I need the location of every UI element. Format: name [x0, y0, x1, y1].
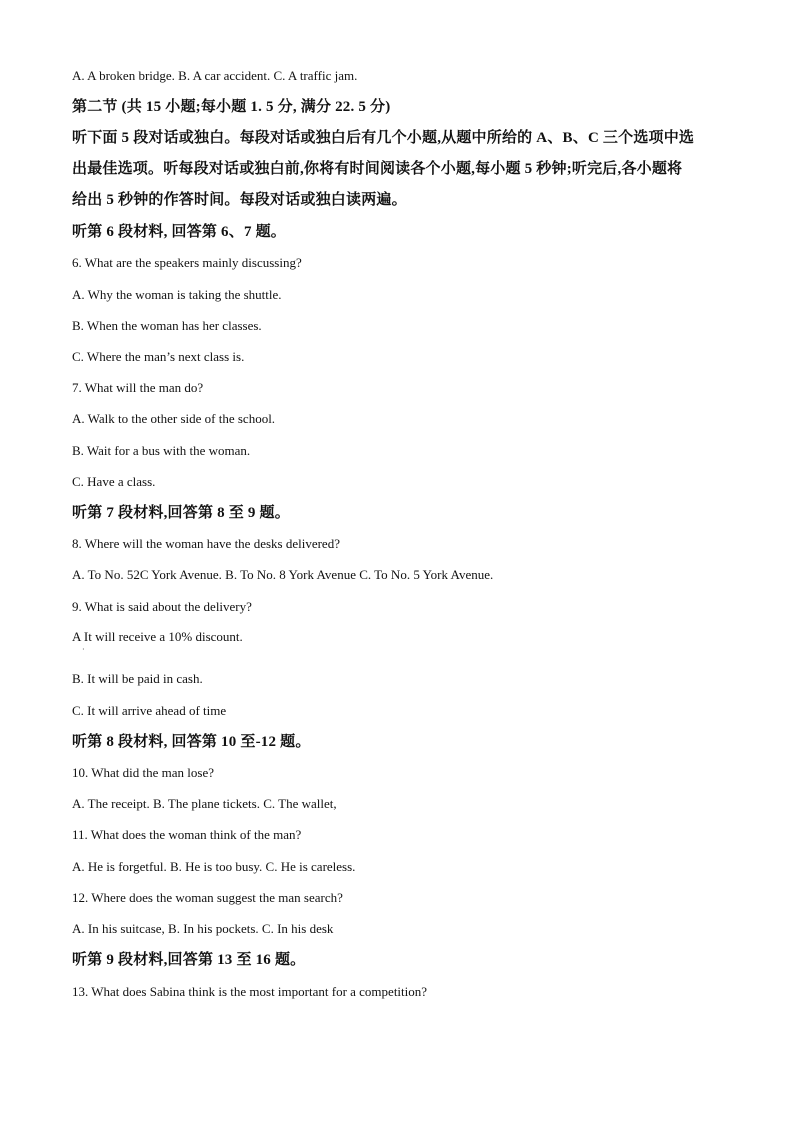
- question-6: 6. What are the speakers mainly discussing?: [72, 255, 302, 270]
- passage-6-heading: 听第 6 段材料, 回答第 6、7 题。: [72, 224, 287, 240]
- section-heading: 第二节 (共 15 小题;每小题 1. 5 分, 满分 22. 5 分): [72, 99, 391, 115]
- question-11: 11. What does the woman think of the man?: [72, 827, 302, 842]
- q9-option-b: B. It will be paid in cash.: [72, 671, 203, 686]
- question-7: 7. What will the man do?: [72, 380, 204, 395]
- passage-7-heading: 听第 7 段材料,回答第 8 至 9 题。: [72, 505, 290, 521]
- q6-option-c: C. Where the man’s next class is.: [72, 349, 245, 364]
- question-10: 10. What did the man lose?: [72, 765, 215, 780]
- question-8: 8. Where will the woman have the desks delivered?: [72, 536, 340, 551]
- q8-options: A. To No. 52C York Avenue. B. To No. 8 York Avenue C. To No. 5 York Avenue.: [72, 567, 494, 582]
- q7-option-c: C. Have a class.: [72, 474, 156, 489]
- passage-8-heading: 听第 8 段材料, 回答第 10 至-12 题。: [72, 734, 311, 750]
- q12-options: A. In his suitcase, B. In his pockets. C. In his desk: [72, 921, 334, 936]
- q9-option-a: A It will receive a 10% discount.: [72, 629, 243, 644]
- question-13: 13. What does Sabina think is the most important for a competition?: [72, 984, 428, 999]
- q5-options: A. A broken bridge. B. A car accident. C. A traffic jam.: [72, 68, 358, 83]
- instructions-line-1: 听下面 5 段对话或独白。每段对话或独白后有几个小题,从题中所给的 A、B、C 三个选项中选: [72, 130, 695, 146]
- instructions-line-2: 出最佳选项。听每段对话或独白前,你将有时间阅读各个小题,每小题 5 秒钟;听完后,各小题将: [72, 161, 683, 177]
- q6-option-a: A. Why the woman is taking the shuttle.: [72, 287, 282, 302]
- q7-option-a: A. Walk to the other side of the school.: [72, 411, 276, 426]
- question-9: 9. What is said about the delivery?: [72, 599, 252, 614]
- q7-option-b: B. Wait for a bus with the woman.: [72, 443, 251, 458]
- passage-9-heading: 听第 9 段材料,回答第 13 至 16 题。: [72, 952, 306, 968]
- q10-options: A. The receipt. B. The plane tickets. C. The wallet,: [72, 796, 337, 811]
- q11-options: A. He is forgetful. B. He is too busy. C. He is careless.: [72, 859, 356, 874]
- q6-option-b: B. When the woman has her classes.: [72, 318, 262, 333]
- instructions-line-3: 给出 5 秒钟的作答时间。每段对话或独白读两遍。: [72, 192, 407, 208]
- q9-option-c: C. It will arrive ahead of time: [72, 703, 227, 718]
- question-12: 12. Where does the woman suggest the man search?: [72, 890, 343, 905]
- stray-mark: ·: [82, 645, 85, 654]
